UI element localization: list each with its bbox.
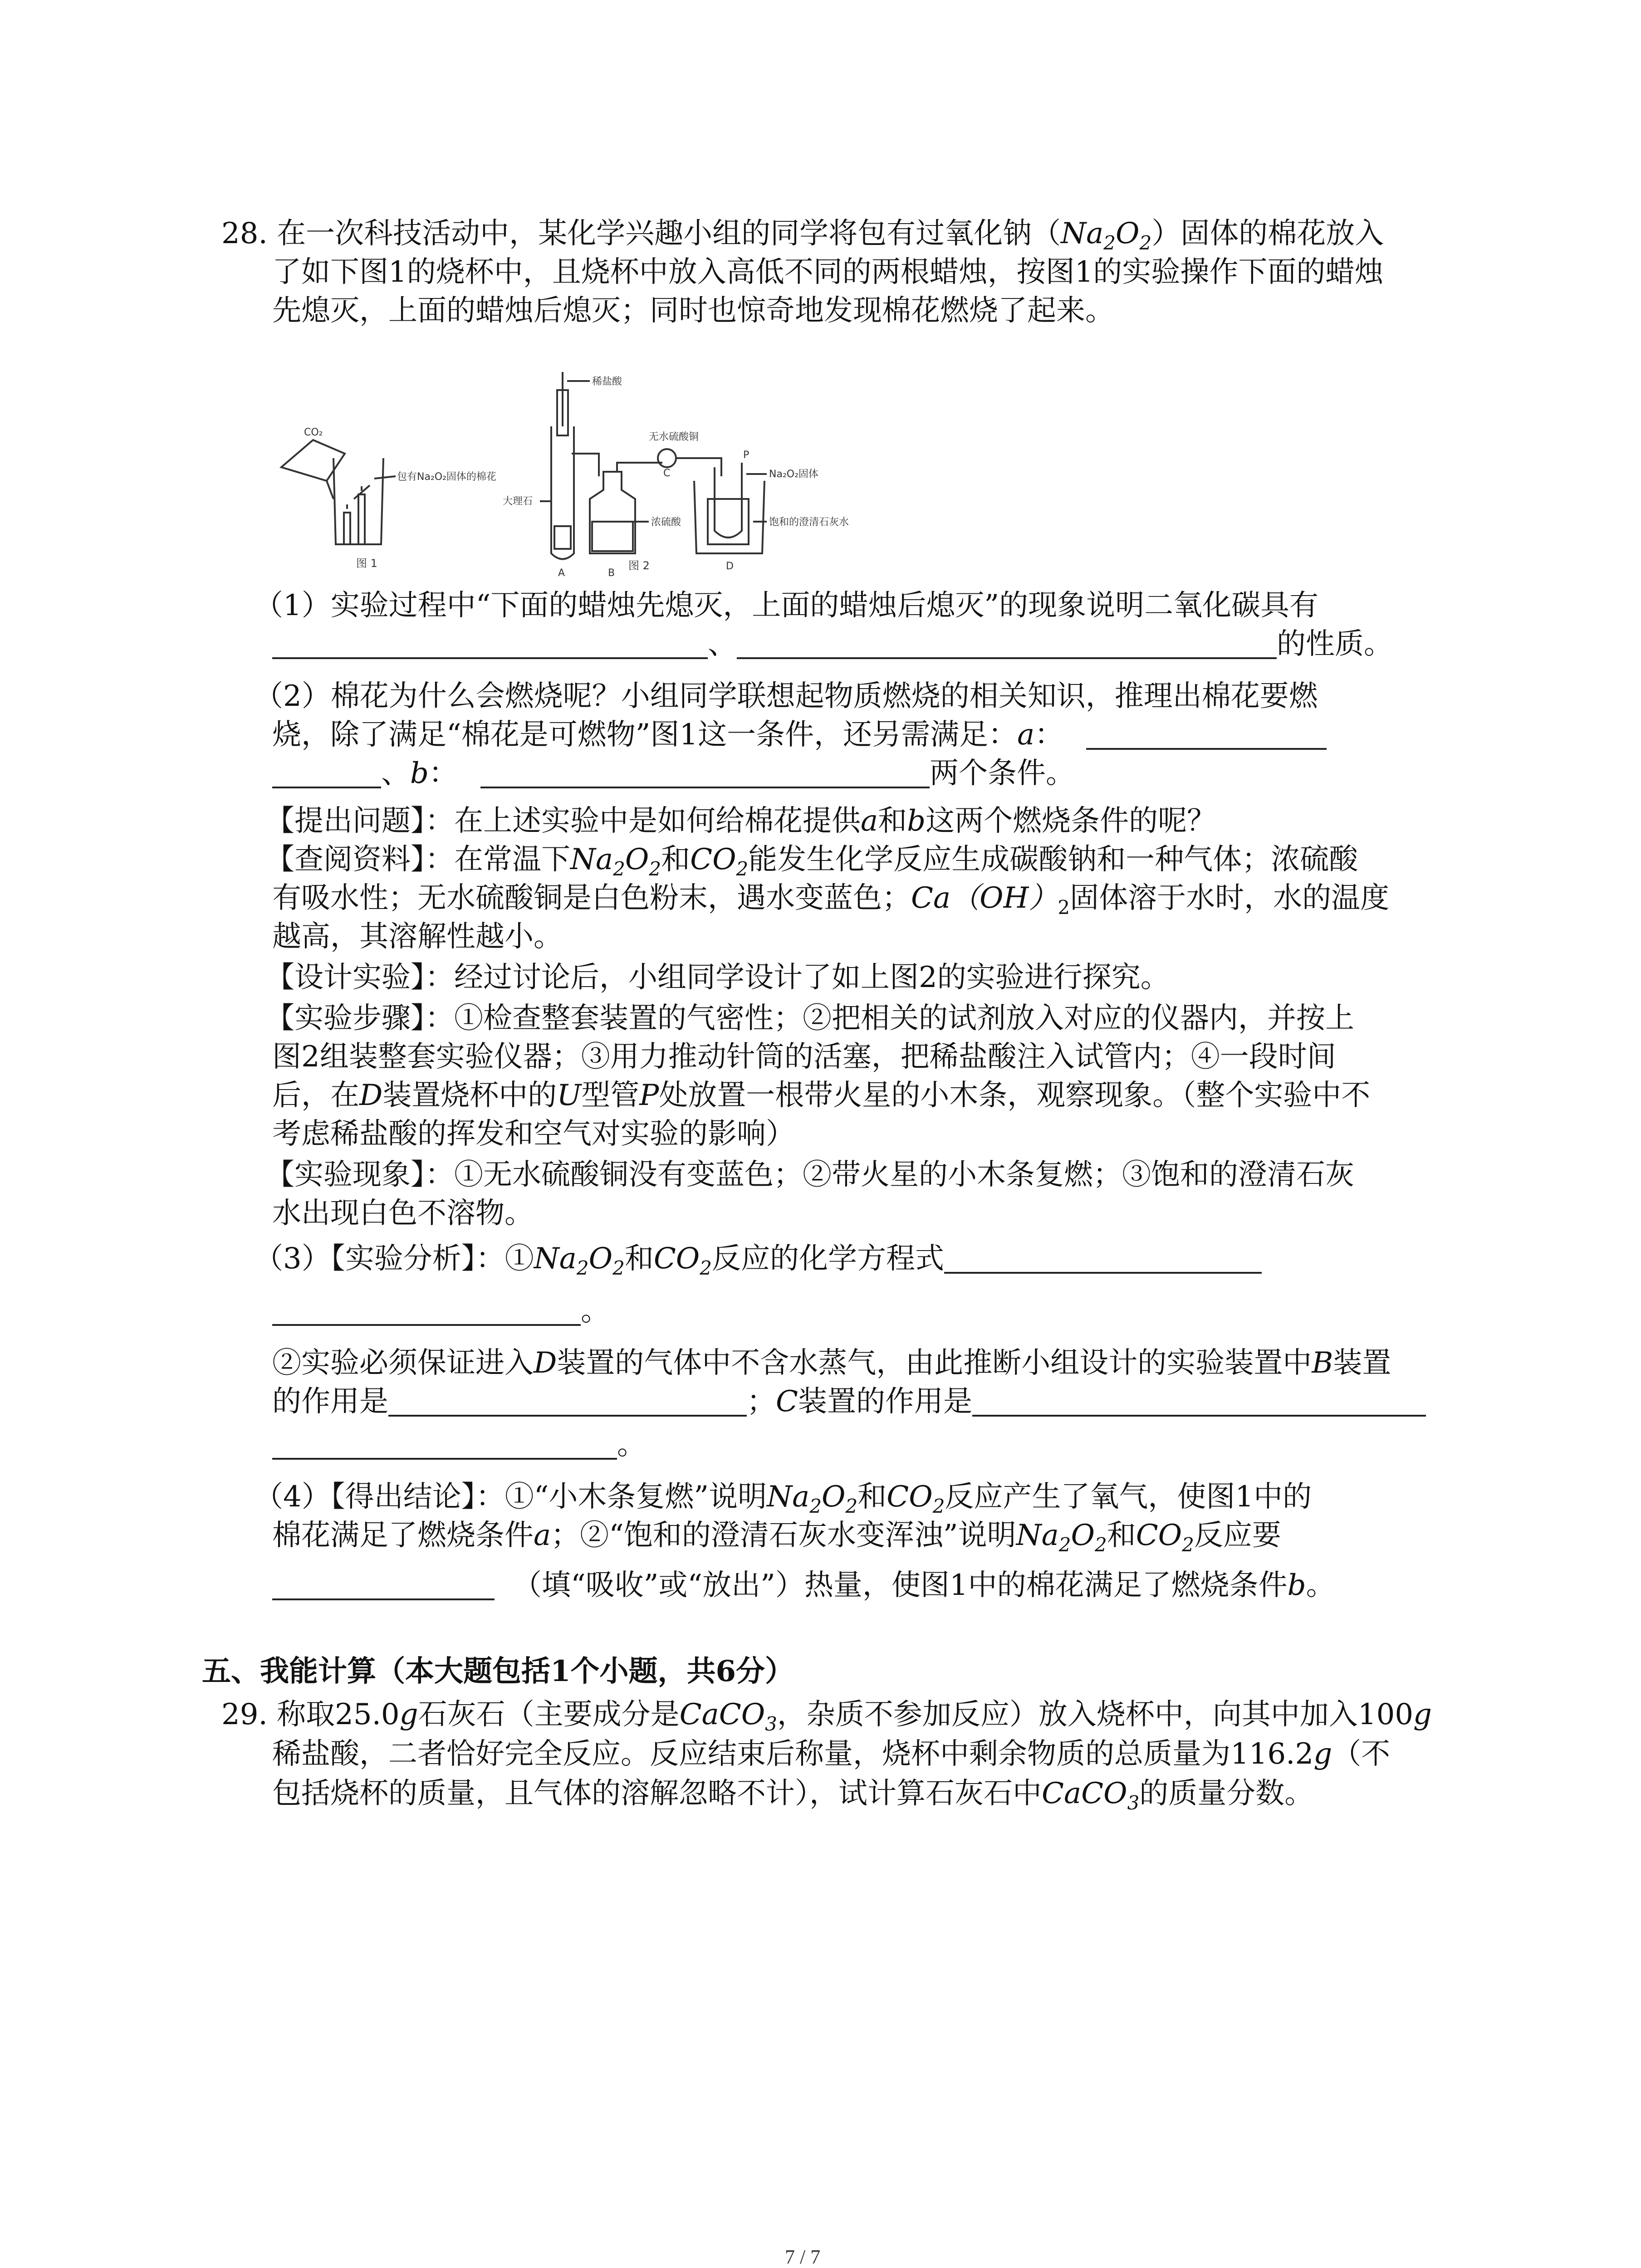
q28-line3: 先熄灭，上面的蜡烛后熄灭；同时也惊奇地发现棉花燃烧了起来。 [272,294,1114,327]
answer-blank[interactable] [737,626,1277,659]
text: ）固体的棉花放入 [1151,217,1384,250]
answer-blank[interactable] [272,626,708,659]
answer-blank-B[interactable] [388,1383,747,1417]
fig2-P: P [743,450,749,461]
q28-line2: 了如下图1的烧杯中，且烧杯中放入高低不同的两根蜡烛，按图1的实验操作下面的蜡烛 [272,255,1384,289]
p1-line2: 、 的性质。 [272,624,1393,665]
q29-line3: 包括烧杯的质量，且气体的溶解忽略不计），试计算石灰石中CaCO$_3$的质量分数。 [272,1777,1314,1814]
p2-line2: 烧，除了满足“棉花是可燃物”图1这一条件，还另需满足：a： [272,714,1327,755]
fig2-cuso4-label: 无水硫酸铜 [649,431,699,443]
p2-line3: 、b： 两个条件。 [272,753,1075,794]
q28-line1 [221,213,1384,254]
answer-blank-C[interactable] [972,1383,1426,1417]
p3-line2: 。 [272,1290,610,1331]
experiment-figure [272,363,916,581]
text: 28. 在一次科技活动中，某化学兴趣小组的同学将包有过氧化钠（ [221,217,1061,250]
answer-blank-heat[interactable] [272,1567,495,1600]
steps-line3: 后，在D装置烧杯中的U型管P处放置一根带火星的小木条，观察现象。（整个实验中不 [272,1079,1371,1112]
page-number: 7 / 7 [785,2246,821,2268]
steps-line4: 考虑稀盐酸的挥发和空气对实验的影响） [272,1117,795,1151]
q29-line2: 稀盐酸，二者恰好完全反应。反应结束后称量，烧杯中剩余物质的总质量为116.2g（不 [272,1737,1391,1771]
steps-line2: 图2组装整套实验仪器；③用力推动针筒的活塞，把稀盐酸注入试管内；④一段时间 [272,1040,1336,1074]
p3-line1: （3）【实验分析】：$①Na_2O_2$和$CO_2$反应的化学方程式 [254,1238,1262,1279]
research-line3: 越高，其溶解性越小。 [272,920,563,953]
research-line2: 有吸水性；无水硫酸铜是白色粉末，遇水变蓝色；$Ca(OH)_2$固体溶于水时，水的温度 [272,881,1390,919]
p4-line3: （填“吸收”或“放出”）热量，使图1中的棉花满足了燃烧条件b。 [272,1565,1335,1606]
steps-line1: 【实验步骤】：①检查整套装置的气密性；②把相关的试剂放入对应的仪器内，并按上 [265,1002,1354,1035]
p4-line1: （4）【得出结论】：①“小木条复燃”说明$Na_2O_2$和$CO_2$反应产生了氧气，使图1中的 [254,1480,1312,1517]
research-line1: 【查阅资料】：在常温下$Na_2O_2$和$CO_2$能发生化学反应生成碳酸钠和一种气体；浓硫酸 [265,843,1358,880]
p1-line1: （1）实验过程中“下面的蜡烛先熄灭，上面的蜡烛后熄灭”的现象说明二氧化碳具有 [254,589,1319,622]
fig2-h2so4-label: 浓硫酸 [651,517,681,528]
phenomena-line2: 水出现白色不溶物。 [272,1197,534,1230]
p3-line3: ②实验必须保证进入D装置的气体中不含水蒸气，由此推断小组设计的实验装置中B装置 [272,1346,1391,1380]
design-experiment: 【设计实验】：经过讨论后，小组同学设计了如上图2的实验进行探究。 [265,961,1170,994]
answer-blank-b[interactable] [480,755,930,788]
fig2-marble-label: 大理石 [503,496,533,507]
fig2-hcl-label: 稀盐酸 [592,376,622,387]
fig2-limewater-label: 饱和的澄清石灰水 [769,517,849,528]
section-5-heading: 五、我能计算（本大题包括1个小题，共6分） [202,1654,794,1688]
phenomena-line1: 【实验现象】：①无水硫酸铜没有变蓝色；②带火星的小木条复燃；③饱和的澄清石灰 [265,1158,1354,1192]
fig2-caption: 图 2 [628,559,650,572]
p3-line4: 的作用是 ；C装置的作用是 [272,1381,1426,1422]
answer-blank-equation-cont[interactable] [272,1292,581,1326]
answer-blank-a[interactable] [1086,716,1327,750]
fig2-D: D [726,561,734,572]
fig1-cotton-label: 包有Na₂O₂固体的棉花 [397,471,496,483]
fig2-B: B [608,567,615,579]
p3-line5: 。 [272,1424,646,1465]
fig1-caption: 图 1 [356,557,377,570]
answer-blank-a-cont[interactable] [272,755,381,788]
p4-line2: 棉花满足了燃烧条件a；②“饱和的澄清石灰水变浑浊”说明$Na_2O_2$和$CO_2$反应要 [272,1519,1281,1556]
fig1-co2-label: CO₂ [304,427,323,438]
answer-blank-C-cont[interactable] [272,1426,617,1460]
fig2-na2o2-label: Na₂O₂固体 [769,469,818,480]
q29-line1: 29. 称取25.0g石灰石（主要成分是CaCO$_3$，杂质不参加反应）放入烧杯中，向其中加入100g [221,1698,1432,1735]
formula-na2o2: $Na_2O_2$ [1061,217,1152,254]
p2-line1: （2）棉花为什么会燃烧呢？小组同学联想起物质燃烧的相关知识，推理出棉花要燃 [254,679,1318,713]
fig2-C: C [663,468,671,479]
answer-blank-equation[interactable] [944,1240,1262,1274]
fig2-A: A [558,567,565,579]
ask-question: 【提出问题】：在上述实验中是如何给棉花提供a和b这两个燃烧条件的呢？ [265,804,1216,838]
